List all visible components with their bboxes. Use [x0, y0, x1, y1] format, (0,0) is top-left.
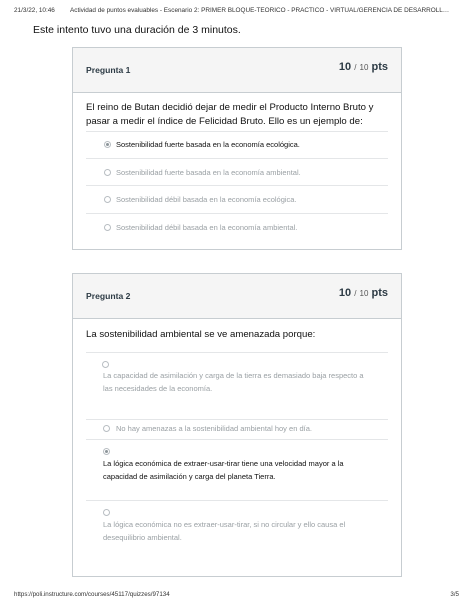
answer-label: La lógica económica de extraer-usar-tirar tiene una velocidad mayor a la capacidad de asimilación y carga del planeta Tierra. [103, 459, 344, 481]
answer-option[interactable] [86, 185, 388, 213]
points-unit: pts [371, 287, 388, 299]
print-page-title: Actividad de puntos evaluables - Escenario 2: PRIMER BLOQUE-TEORICO - PRACTICO - VIRTUAL/GERENCIA DE DESARROLL… [70, 7, 450, 14]
answer-option[interactable] [86, 158, 388, 185]
radio-button[interactable] [103, 509, 110, 516]
question-text: La sostenibilidad ambiental se ve amenazada porque: [86, 329, 316, 340]
question-1 [72, 47, 402, 250]
answer-label: La lógica económica no es extraer-usar-tirar, si no circular y ello causa el desequilibrio ambiental. [103, 520, 346, 542]
print-datetime: 21/3/22, 10:46 [14, 7, 55, 14]
answer-option[interactable] [86, 500, 388, 576]
question-text: El reino de Butan decidió dejar de medir el Producto Interno Bruto y pasar a medir el índice de Felicidad Bruto. Ello es un ejemplo de: [86, 102, 374, 127]
question-points [339, 61, 388, 73]
question-points [339, 287, 388, 299]
radio-button[interactable] [104, 224, 111, 231]
points-unit: pts [371, 61, 388, 73]
points-total: 10 [359, 63, 369, 72]
question-header [73, 274, 401, 319]
answer-option[interactable] [86, 419, 388, 439]
question-header [73, 48, 401, 93]
answer-label: Sostenibilidad débil basada en la economía ambiental. [116, 223, 298, 232]
answer-label: La capacidad de asimilación y carga de la tierra es demasiado baja respecto a las necesidades de la economía. [103, 371, 364, 393]
print-footer-page: 3/5 [450, 591, 459, 598]
answer-option[interactable] [86, 439, 388, 500]
answer-option[interactable] [86, 213, 388, 249]
attempt-duration: Este intento tuvo una duración de 3 minutos. [33, 24, 241, 36]
answer-label: Sostenibilidad fuerte basada en la economía ecológica. [116, 140, 300, 149]
points-score: 10 [338, 287, 352, 299]
radio-button[interactable] [102, 361, 109, 368]
question-2 [72, 273, 402, 577]
points-total: 10 [359, 289, 369, 298]
radio-button[interactable] [103, 425, 110, 432]
print-footer-url: https://poli.instructure.com/courses/45117/quizzes/97134 [14, 591, 170, 598]
points-score: 10 [338, 61, 352, 73]
points-slash: / [354, 63, 357, 72]
radio-button[interactable] [104, 141, 111, 148]
answer-label: No hay amenazas a la sostenibilidad ambiental hoy en día. [116, 424, 312, 433]
question-name: Pregunta 1 [86, 65, 131, 75]
answer-option[interactable] [86, 131, 388, 158]
radio-button[interactable] [104, 196, 111, 203]
radio-button[interactable] [103, 448, 110, 455]
question-name: Pregunta 2 [86, 291, 131, 301]
answer-option[interactable] [86, 352, 388, 419]
points-slash: / [354, 289, 357, 298]
radio-button[interactable] [104, 169, 111, 176]
answer-label: Sostenibilidad fuerte basada en la economía ambiental. [116, 168, 301, 177]
print-header [14, 7, 462, 14]
answer-label: Sostenibilidad débil basada en la economía ecológica. [116, 195, 297, 204]
